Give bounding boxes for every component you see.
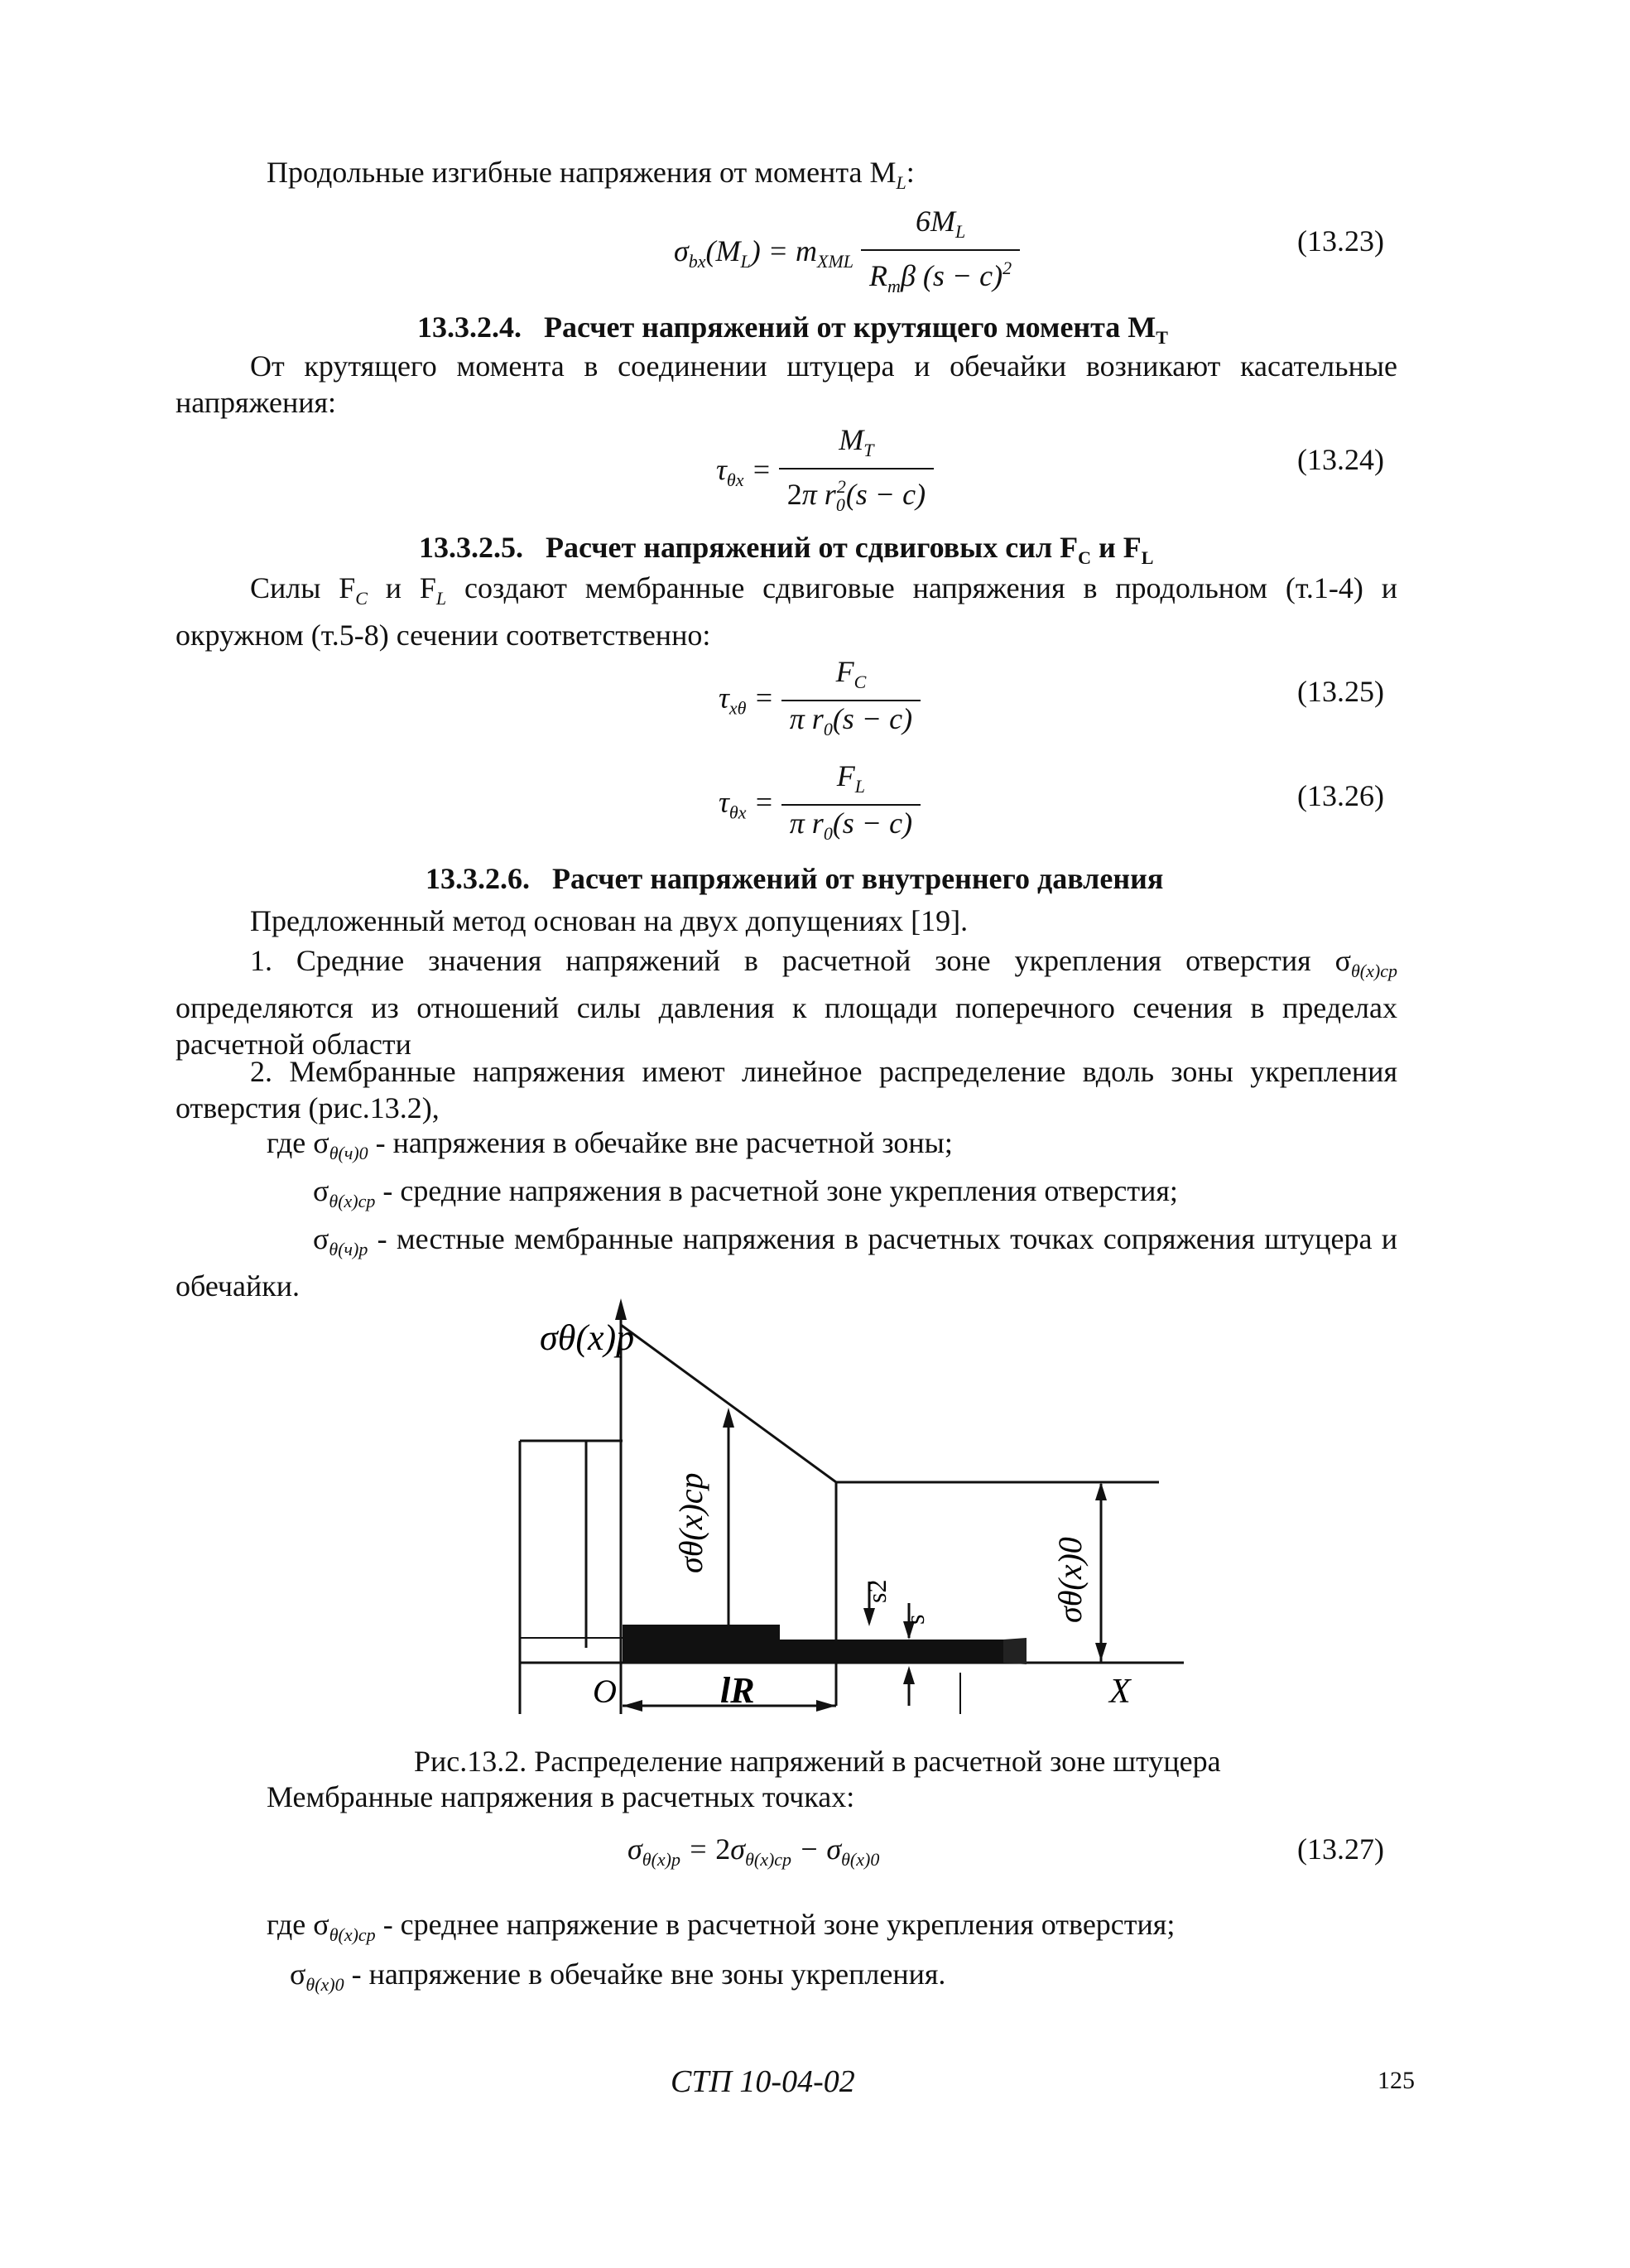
label-x-axis: X: [1109, 1673, 1131, 1711]
shell-plate: [623, 1640, 1003, 1663]
lr-arrow-left: [623, 1700, 642, 1712]
equation-13-24: $\tau_{\theta x}$ = $\frac{M_T}{2\pi r_0^2(s - c)}$: [716, 422, 934, 522]
equation-number: (13.26): [1297, 779, 1384, 812]
label-lr: lR: [720, 1670, 755, 1711]
equation-number: (13.23): [1297, 224, 1384, 258]
avg-stress-arrowhead: [723, 1408, 734, 1428]
equation-13-26: $\tau_{\theta x}$ = $\frac{F_L}{\pi r_0(s - c)}$: [719, 758, 921, 851]
stress-distribution-figure: [497, 1292, 1209, 1731]
equation-13-27: $\sigma_{\theta(x)p} = 2\sigma_{\theta(x)ср} - \sigma_{\theta(x)0}$: [627, 1832, 880, 1870]
equation-13-25: $\tau_{x\theta}$ = $\frac{F_C}{\pi r_0(s - c)}$: [719, 654, 921, 747]
page-number: 125: [1378, 2067, 1415, 2094]
figure-caption: Рис.13.2. Распределение напряжений в расчетной зоне штуцера: [414, 1745, 1221, 1778]
paragraph-assumption-2: 2. Мембранные напряжения имеют линейное распределение вдоль зоны укрепления отверстия (рис.13.2),: [176, 1055, 1397, 1124]
section-heading-5: 13.3.2.5. Расчет напряжений от сдвиговых сил $F_C$ и $F_L$: [419, 531, 1154, 568]
paragraph-shear: Силы $F_C$ и $F_L$ создают мембранные сдвиговые напряжения в продольном (т.1-4) и окружном (т.5-8) сечении соответственно:: [176, 571, 1397, 652]
paragraph-torque: От крутящего момента в соединении штуцера и обечайки возникают касательные напряжения:: [176, 349, 1397, 419]
definition-sigma-avg: $\sigma_{\theta(x)ср}$ - средние напряжения в расчетной зоне укрепления отверстия;: [313, 1174, 1178, 1211]
document-code: СТП 10-04-02: [671, 2064, 855, 2099]
s-arrow-bottom: [903, 1666, 915, 1684]
s2-arrow: [863, 1608, 875, 1626]
far-stress-arrow-bottom: [1095, 1643, 1107, 1661]
paragraph-membrane: Мембранные напряжения в расчетных точках:: [267, 1780, 855, 1813]
equation-number: (13.27): [1297, 1832, 1384, 1866]
definition-shell-stress: $\sigma_{\theta(x)0}$ - напряжение в обечайке вне зоны укрепления.: [290, 1957, 946, 1995]
definition-sigma-peak: $\sigma_{\theta(ч)p}$ - местные мембранные напряжения в расчетных точках сопряжения штуцера и обечайки.: [176, 1222, 1397, 1303]
intro-line: Продольные изгибные напряжения от момента $M_L$:: [267, 156, 915, 193]
shell-plate-end: [1003, 1638, 1027, 1664]
section-heading-4: 13.3.2.4. Расчет напряжений от крутящего момента $M_T$: [417, 311, 1168, 348]
label-origin: O: [593, 1673, 617, 1710]
label-peak-stress: σθ(x)p: [540, 1317, 635, 1358]
lr-arrow-right: [816, 1700, 836, 1712]
paragraph-method: Предложенный метод основан на двух допущениях [19].: [250, 904, 969, 937]
stress-profile-line: [621, 1325, 1159, 1482]
label-s: s: [900, 1614, 930, 1625]
definition-avg-stress: где $\sigma_{\theta(x)ср}$ - среднее напряжение в расчетной зоне укрепления отверстия;: [267, 1908, 1176, 1945]
label-avg-stress: σθ(x)ср: [672, 1472, 709, 1573]
section-heading-6: 13.3.2.6. Расчет напряжений от внутреннего давления: [426, 862, 1164, 895]
far-stress-arrow-top: [1095, 1482, 1107, 1500]
definition-sigma-0: где $\sigma_{\theta(ч)0}$ - напряжения в обечайке вне расчетной зоны;: [267, 1126, 953, 1163]
label-s2: s2: [862, 1579, 892, 1603]
paragraph-assumption-1: 1. Средние значения напряжений в расчетной зоне укрепления отверстия $\sigma_{\theta(x)ср}$ определяются из отношений силы давления к площади поперечного сечения в пределах расчетной области: [176, 944, 1397, 1061]
equation-number: (13.25): [1297, 675, 1384, 708]
equation-13-23: $\sigma_{bx}(M_L) = m_{XML}$ $\frac{6M_L}{R_m\beta (s - c)^2}$: [674, 204, 1020, 304]
label-far-stress: σθ(x)0: [1051, 1537, 1089, 1623]
equation-number: (13.24): [1297, 443, 1384, 476]
